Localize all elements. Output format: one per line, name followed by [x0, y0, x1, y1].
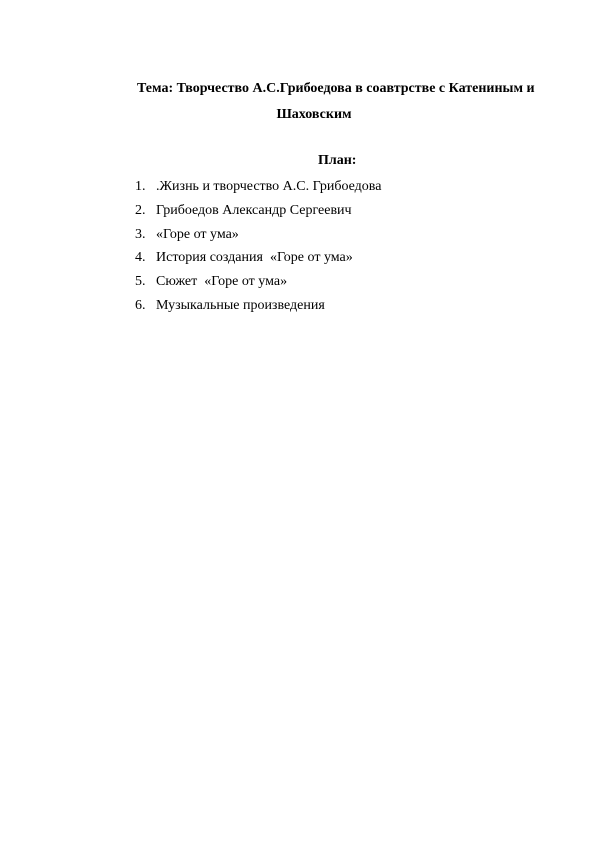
- plan-item-number: 4.: [135, 250, 146, 266]
- plan-list-item: [135, 178, 381, 202]
- plan-list-item: [135, 273, 381, 297]
- plan-item-number: 5.: [135, 274, 146, 290]
- plan-list-item: [135, 297, 381, 321]
- plan-item-text: «Горе от ума»: [156, 226, 239, 242]
- plan-list-item: [135, 226, 381, 250]
- document-title-line-1: Тема: Творчество А.С.Грибоедова в соавтрстве с Катениным и: [137, 81, 535, 96]
- plan-item-number: 1.: [135, 179, 146, 194]
- plan-list-item: [135, 202, 381, 226]
- plan-item-number: 2.: [135, 202, 146, 218]
- plan-item-number: 6.: [135, 297, 146, 313]
- document-title-line-2: Шаховским: [276, 107, 352, 122]
- plan-item-text: .Жизнь и творчество А.С. Грибоедова: [156, 179, 382, 194]
- plan-item-text: Сюжет «Горе от ума»: [156, 274, 288, 290]
- plan-item-text: Музыкальные произведения: [156, 297, 325, 313]
- plan-list-item: [135, 249, 381, 273]
- plan-list: [135, 178, 381, 321]
- plan-item-text: Грибоедов Александр Сергеевич: [156, 202, 352, 218]
- plan-item-text: История создания «Горе от ума»: [156, 250, 353, 266]
- plan-heading: План:: [318, 153, 357, 168]
- plan-item-number: 3.: [135, 226, 146, 242]
